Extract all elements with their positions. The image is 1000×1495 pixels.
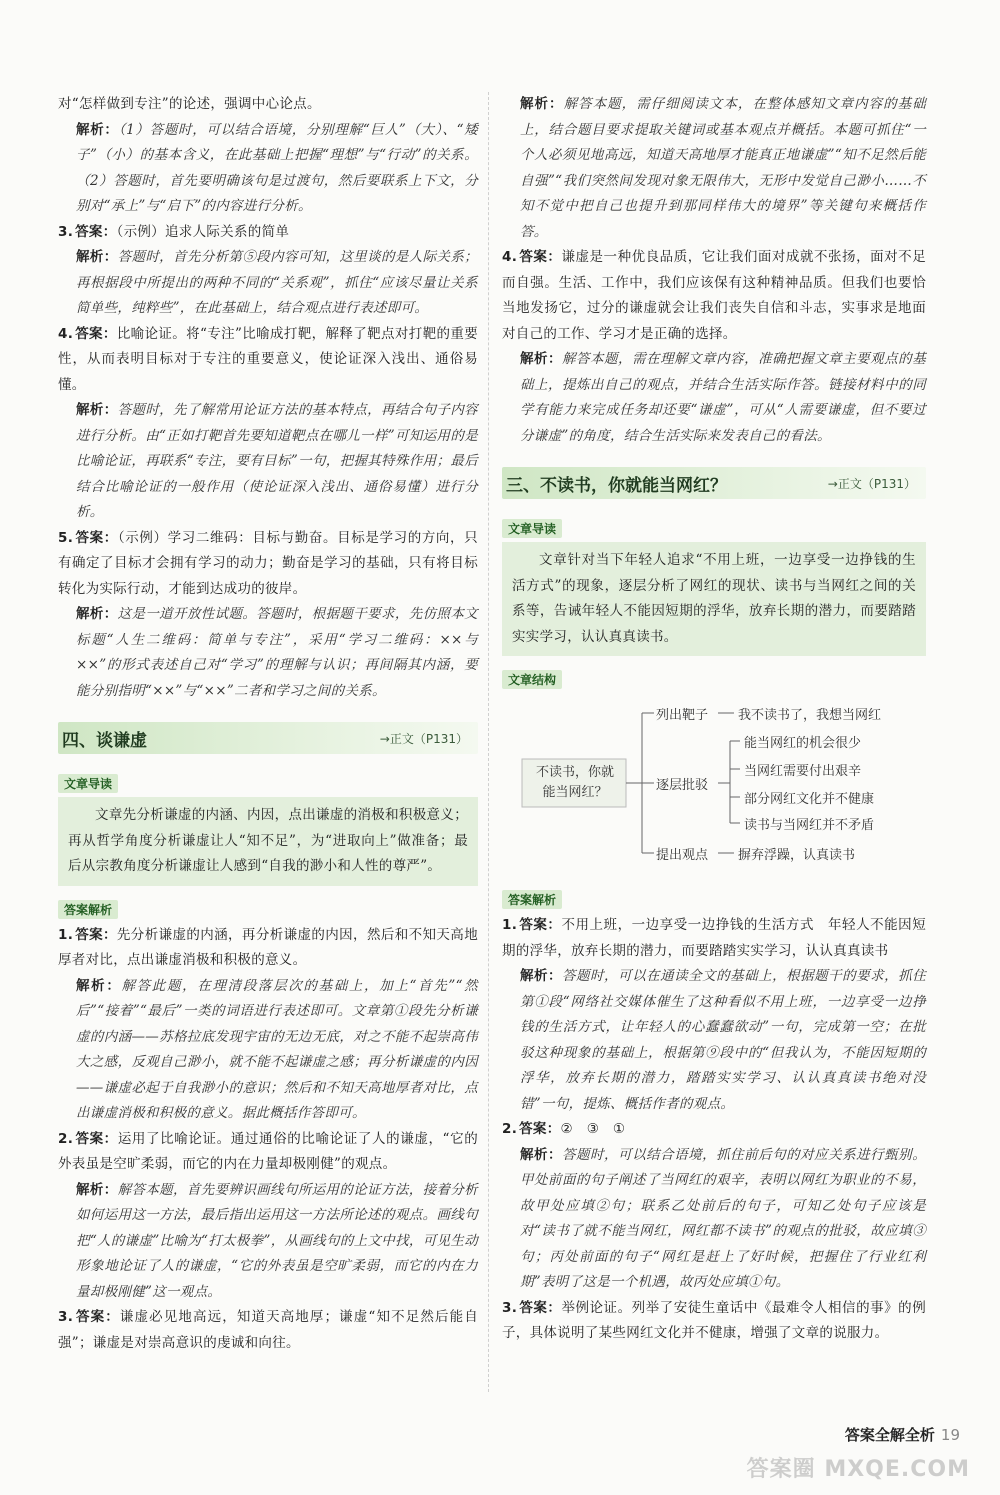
item-text: 举例论证。列举了安徒生童话中《最难令人相信的事》的例子，具体说明了某些网红文化并不健康，增强了文章的说服力。 (502, 1299, 926, 1341)
diagram-leaf-2b: 当网红需要付出艰辛 (744, 764, 862, 779)
left-answers-block-1 (58, 92, 478, 704)
section-4-summary-box (58, 797, 478, 886)
diagram-branch-2: 逐层批驳 (656, 778, 709, 793)
item-text: （1）答题时，可以结合语境，分别理解“巨人”（大）、“矮子”（小）的基本含义，在此基础上把握“理想”与“行动”的关系。（2）答题时，首先要明确该句是过渡句，然后要联系上下文，分别对“承上”与“启下”的内容进行分析。 (76, 121, 478, 214)
analysis-paragraph (502, 1143, 926, 1296)
section-3-structure-label: 文章结构 (502, 670, 562, 689)
analysis-paragraph (58, 974, 478, 1127)
section-3-summary-box (502, 542, 926, 656)
item-label: 答案： (75, 223, 117, 240)
section-3-summary: 文章针对当下年轻人追求“不用上班，一边享受一边挣钱的生活方式”的现象，逐层分析了网红的现状、读书与当网红之间的关系等，告诫年轻人不能因短期的浮华，放弃长期的潜力，而要踏踏实实学习，认认真真读书。 (512, 552, 916, 645)
item-text: 比喻论证。将“专注”比喻成打靶，解释了靶点对打靶的重要性，从而表明目标对于专注的重要意义，使论证深入浅出、通俗易懂。 (58, 325, 479, 393)
answer-paragraph (58, 923, 478, 974)
answer-paragraph (58, 1127, 478, 1178)
question-number: 1. (502, 917, 518, 933)
item-label: 答案： (75, 529, 118, 546)
diagram-leaf-2c: 部分网红文化并不健康 (744, 792, 875, 807)
section-3-guide-label: 文章导读 (502, 519, 562, 538)
analysis-paragraph (502, 92, 926, 245)
item-text: 谦虚是一种优良品质，它让我们面对成就不张扬，面对不足而自强。生活、工作中，我们应该保有这种精神品质。但我们也要恰当地发扬它，过分的谦虚就会让我们丧失自信和斗志，实事求是地面对自己的工作、学习才是正确的选择。 (502, 249, 926, 342)
answer-paragraph (502, 913, 926, 964)
right-answers-block-2 (502, 913, 926, 1347)
item-label: 解析： (76, 1181, 118, 1198)
diagram-leaf-2d: 读书与当网红并不矛盾 (744, 818, 875, 833)
item-label: 答案： (75, 325, 117, 342)
item-text: 答题时，可以结合语境，抓住前后句的对应关系进行甄别。甲处前面的句子阐述了当网红的艰辛，表明以网红为职业的不易，故甲处应填②句；联系乙处前后的句子，可知乙处句子应该是对“读书了就不能当网红，网红都不读书”的观点的批驳，故应填③句；丙处前面的句子“网红是赶上了好时候，把握住了行业红利期”表明了这是一个机遇，故丙处应填①句。 (520, 1146, 926, 1290)
diagram-leaf-2a: 能当网红的机会很少 (744, 736, 862, 751)
answer-paragraph (58, 322, 478, 399)
analysis-paragraph (58, 118, 478, 220)
item-label: 答案： (75, 1130, 118, 1147)
answer-paragraph (502, 245, 926, 347)
item-label: 解析： (520, 96, 564, 112)
item-label: 解析： (520, 1146, 563, 1163)
item-text: 这是一道开放性试题。答题时，根据题干要求，先仿照本文标题“人生二维码：简单与专注”，采用“学习二维码：××与××”的形式表述自己对“学习”的理解与认识；再间隔其内涵，要能分别指明“××”与“××”二者和学习之间的关系。 (76, 606, 478, 699)
answer-paragraph (58, 1305, 478, 1356)
item-label: 解析： (76, 402, 118, 418)
item-text: 答题时，先了解常用论证方法的基本特点，再结合句子内容进行分析。由“正如打靶首先要知道靶点在哪儿一样”可知运用的是比喻论证，再联系“专注，要有目标”一句，把握其特殊作用；最后结合比喻论证的一般作用（使论证深入浅出、通俗易懂）进行分析。 (76, 402, 478, 520)
question-number: 4. (58, 325, 74, 342)
item-text: 解答此题，在理清段落层次的基础上，加上“首先”“然后”“接着”“最后”一类的词语进行表述即可。文章第①段先分析谦虚的内涵——苏格拉底发现宇宙的无边无底，对之不能不起崇高伟大之感，反观自己渺小，就不能不起谦虚之感；再分析谦虚的内因——谦虚必起于自我渺小的意识；然后和不知天高地厚者对比，点出谦虚消极和积极的意义。据此概括作答即可。 (76, 977, 478, 1121)
diagram-leaf-3: 摒弃浮躁，认真读书 (738, 848, 856, 863)
item-label: 解析： (76, 977, 122, 994)
item-label: 答案： (75, 1309, 120, 1325)
analysis-paragraph (58, 602, 478, 704)
item-label: 解析： (520, 351, 563, 367)
answer-paragraph (502, 1296, 926, 1347)
section-4-summary: 文章先分析谦虚的内涵、内因，点出谦虚的消极和积极意义；再从哲学角度分析谦虚让人“知不足”，为“进取向上”做准备；最后从宗教角度分析谦虚让人感到“自我的渺小和人性的尊严”。 (68, 807, 468, 874)
diagram-leaf-1: 我不读书了，我想当网红 (738, 708, 882, 723)
item-text: 答题时，首先分析第⑤段内容可知，这里谈的是人际关系；再根据段中所提出的两种不同的“关系观”，抓住“应该尽量让关系简单些，纯粹些”，在此基础上，结合观点进行表述即可。 (76, 249, 478, 316)
section-3-page-ref: →正文（P131） (827, 476, 916, 491)
question-number: 3. (58, 1309, 74, 1325)
item-text: 运用了比喻论证。通过通俗的比喻论证了人的谦虚，“它的外表虽是空旷柔弱，而它的内在力量却极刚健”的观点。 (58, 1130, 479, 1172)
question-number: 5. (58, 529, 74, 546)
item-label: 解析： (76, 121, 119, 138)
analysis-paragraph (58, 245, 478, 322)
section-4-page-ref: →正文（P131） (379, 731, 468, 746)
section-4-header (58, 722, 478, 754)
structure-diagram (502, 699, 926, 874)
continued-paragraph (58, 92, 478, 118)
item-text: （示例）学习二维码：目标与勤奋。目标是学习的方向，只有确定了目标才会拥有学习的动力；勤奋是学习的基础，只有将目标转化为实际行动，才能到达成功的彼岸。 (58, 529, 478, 597)
diagram-branch-3: 提出观点 (656, 848, 709, 863)
item-label: 答案： (75, 926, 117, 943)
section-3-header (502, 467, 926, 499)
item-label: 答案： (519, 249, 562, 265)
question-number: 1. (58, 926, 74, 943)
item-text: 答题时，可以在通读全文的基础上，根据题干的要求，抓住第①段“网络社交媒体催生了这种看似不用上班，一边享受一边挣钱的生活方式，让年轻人的心蠢蠢欲动”一句，完成第一空；在批驳这种现象的基础上，根据第⑨段中的“但我认为，不能因短期的浮华，放弃长期的潜力，踏踏实实学习、认认真真读书绝对没错”一句，提炼、概括作者的观点。 (520, 968, 926, 1112)
site-watermark: 答案圈 MXQE.COM (746, 1457, 970, 1482)
diagram-branch-1: 列出靶子 (656, 708, 709, 723)
right-column (502, 92, 926, 1347)
item-label: 解析： (520, 968, 563, 984)
question-number: 4. (502, 249, 518, 265)
right-answers-block-1 (502, 92, 926, 449)
section-4-title: 四、谈谦虚 (62, 730, 147, 751)
section-3-answers-label: 答案解析 (502, 890, 562, 909)
answer-paragraph (502, 1117, 926, 1143)
analysis-paragraph (58, 398, 478, 526)
question-number: 3. (502, 1299, 518, 1316)
item-text: 解答本题，需在理解文章内容，准确把握文章主要观点的基础上，提炼出自己的观点，并结合生活实际作答。链接材料中的同学有能力来完成任务却还要“谦虚”，可从“人需要谦虚，但不要过分谦虚”的角度，结合生活实际来发表自己的看法。 (520, 351, 926, 444)
item-label: 解析： (76, 606, 118, 622)
answer-paragraph (58, 220, 478, 246)
item-text: 解答本题，首先要辨识画线句所运用的论证方法，接着分析如何运用这一方法，最后指出运用这一方法所论述的观点。画线句把“人的谦虚”比喻为“打太极拳”，从画线句的上文中找，可见生动形象地论证了人的谦虚，“它的外表虽是空旷柔弱，而它的内在力量却极刚健”这一观点。 (76, 1181, 478, 1300)
question-number: 2. (58, 1130, 74, 1147)
page-footer (845, 1424, 960, 1445)
item-text: ② ③ ① (560, 1121, 626, 1137)
analysis-paragraph (502, 964, 926, 1117)
left-column (58, 92, 478, 1356)
footer-label: 答案全解全析 (844, 1426, 935, 1444)
section-4-answers-label: 答案解析 (58, 900, 118, 919)
item-label: 解析： (76, 249, 118, 265)
page-number: 19 (940, 1426, 960, 1444)
item-text: 对“怎样做到专注”的论述，强调中心论点。 (58, 96, 321, 112)
item-text: 解答本题，需仔细阅读文本，在整体感知文章内容的基础上，结合题目要求提取关键词或基本观点并概括。本题可抓住“一个人必须见地高远，知道天高地厚才能真正地谦虚”“知不足然后能自强”“我们突然间发现对象无限伟大，无形中发觉自己渺小……不知不觉中把自己也提升到那同样伟大的境界”等关键句来概括作答。 (520, 96, 926, 240)
section-3-title: 三、不读书，你就能当网红？ (506, 475, 727, 496)
question-number: 3. (58, 223, 74, 240)
left-answers-block-2 (58, 923, 478, 1357)
item-label: 答案： (519, 917, 562, 933)
item-text: 先分析谦虚的内涵，再分析谦虚的内因，然后和不知天高地厚者对比，点出谦虚消极和积极的意义。 (58, 926, 478, 968)
question-number: 2. (502, 1121, 518, 1137)
item-text: 谦虚必见地高远，知道天高地厚；谦虚“知不足然后能自强”；谦虚是对崇高意识的虔诚和向往。 (58, 1309, 478, 1351)
item-text: 不用上班，一边享受一边挣钱的生活方式 年轻人不能因短期的浮华，放弃长期的潜力，而要踏踏实实学习，认认真真读书 (502, 917, 926, 959)
analysis-paragraph (58, 1178, 478, 1306)
item-label: 答案： (519, 1299, 562, 1316)
column-divider (488, 92, 489, 1392)
item-text: （示例）追求人际关系的简单 (116, 223, 290, 240)
item-label: 答案： (519, 1121, 561, 1137)
diagram-root: 不读书，你就能当网红？ (535, 765, 614, 800)
section-4-guide-label: 文章导读 (58, 774, 118, 793)
analysis-paragraph (502, 347, 926, 449)
answer-paragraph (58, 526, 478, 603)
